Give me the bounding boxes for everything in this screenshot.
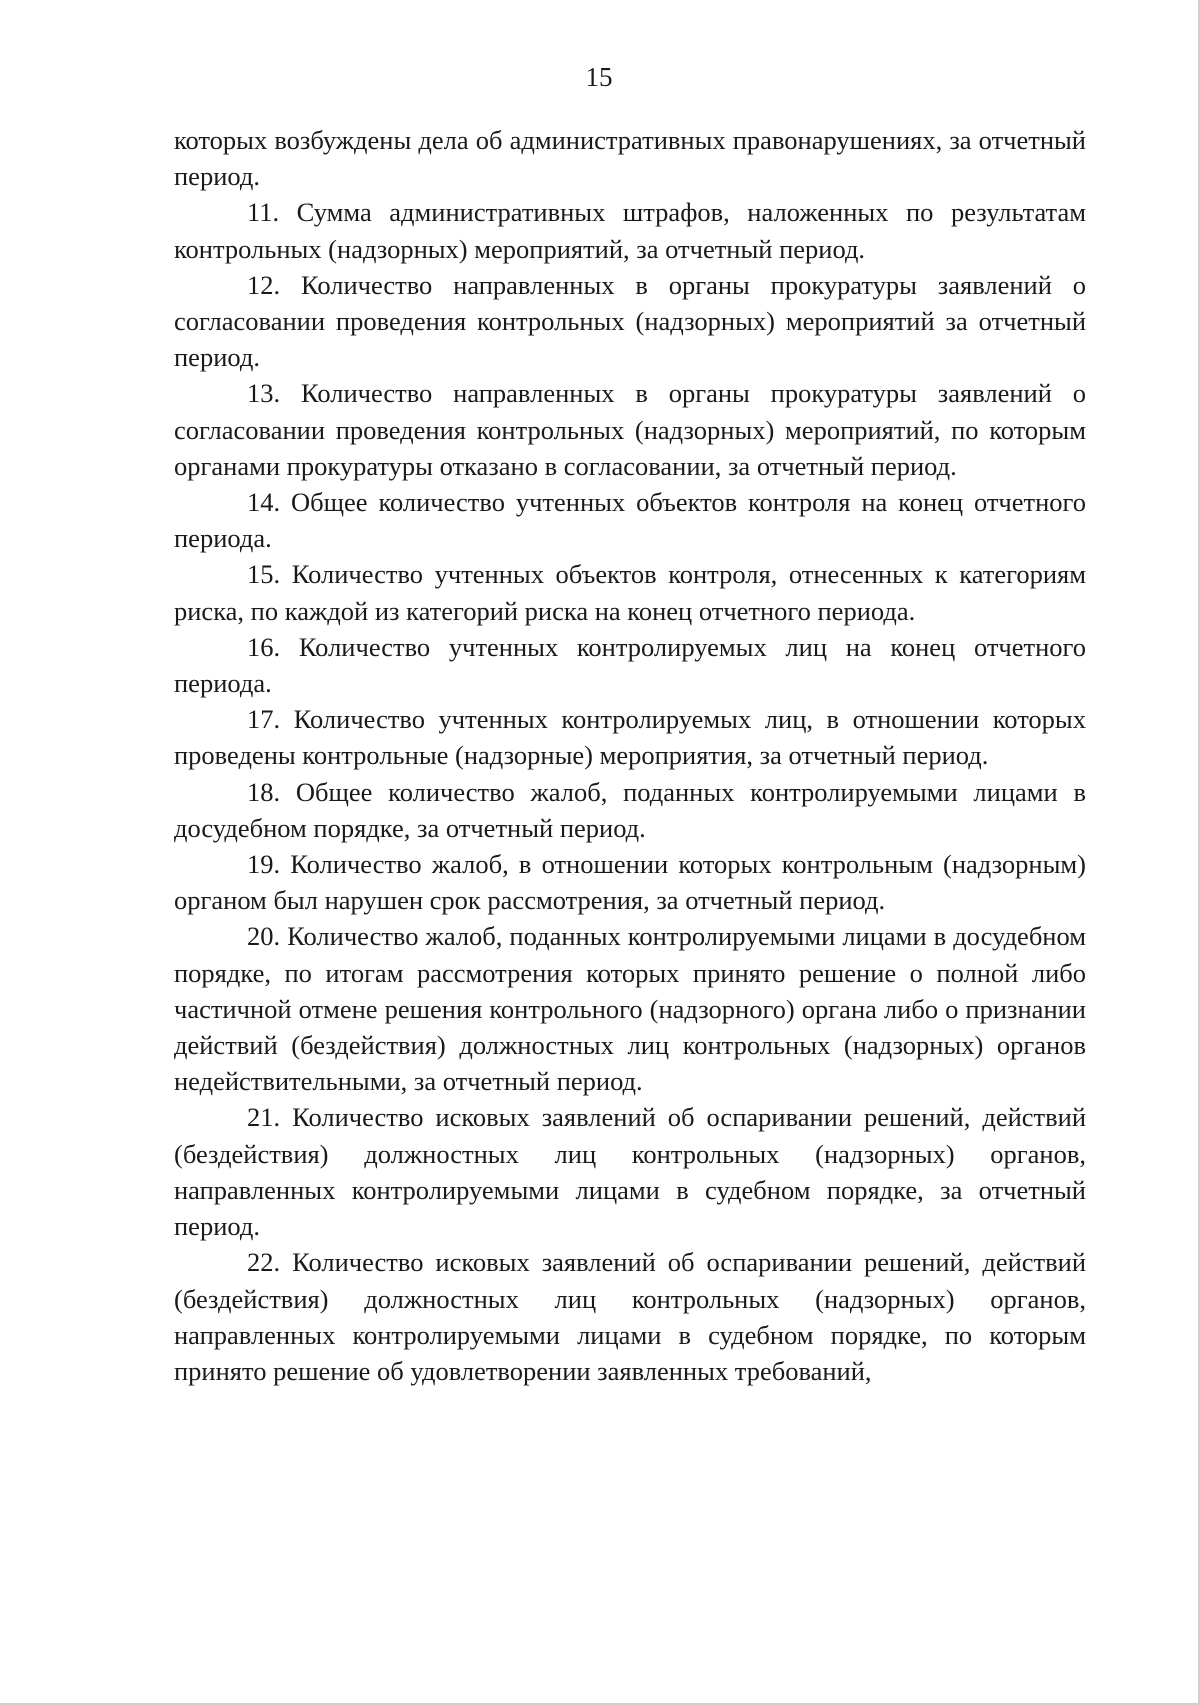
paragraph-item-12: 12. Количество направленных в органы прокуратуры заявлений о согласовании проведения контрольных (надзорных) мероприятий за отчетный период. — [174, 269, 1086, 373]
paragraph-item-21: 21. Количество исковых заявлений об оспаривании решений, действий (бездействия) должностных лиц контрольных (надзорных) органов, направленных контролируемыми лицами в судебном порядке, за отчетный период. — [174, 1102, 1086, 1242]
paragraph-item-13: 13. Количество направленных в органы прокуратуры заявлений о согласовании проведения контрольных (надзорных) мероприятий, по которым органами прокуратуры отказано в согласовании, за отчетный период. — [174, 378, 1086, 481]
paragraph-item-16: 16. Количество учтенных контролируемых лиц на конец отчетного периода. — [174, 631, 1086, 699]
paragraph-item-18: 18. Общее количество жалоб, поданных контролируемыми лицами в досудебном порядке, за отчетный период. — [174, 776, 1086, 843]
document-body — [174, 122, 1086, 1389]
paragraph-item-15: 15. Количество учтенных объектов контроля, отнесенных к категориям риска, по каждой из категорий риска на конец отчетного периода. — [174, 559, 1086, 626]
paragraph-item-22: 22. Количество исковых заявлений об оспаривании решений, действий (бездействия) должностных лиц контрольных (надзорных) органов, направленных контролируемыми лицами в судебном порядке, по которым принято решение об удовлетворении заявленных требований, — [174, 1247, 1086, 1386]
paragraph-item-20: 20. Количество жалоб, поданных контролируемыми лицами в досудебном порядке, по итогам рассмотрения которых принято решение о полной либо частичной отмене решения контрольного (надзорного) органа либо о признании действий (бездействия) должностных лиц контрольных (надзорных) органов недействительными, за отчетный период. — [174, 921, 1086, 1097]
paragraph-item-17: 17. Количество учтенных контролируемых лиц, в отношении которых проведены контрольные (надзорные) мероприятия, за отчетный период. — [174, 704, 1086, 771]
paragraph-item-11: 11. Сумма административных штрафов, наложенных по результатам контрольных (надзорных) мероприятий, за отчетный период. — [174, 197, 1086, 264]
page-number: 15 — [585, 62, 613, 92]
paragraph-item-14: 14. Общее количество учтенных объектов контроля на конец отчетного периода. — [174, 487, 1086, 554]
paragraph-item-19: 19. Количество жалоб, в отношении которых контрольным (надзорным) органом был нарушен срок рассмотрения, за отчетный период. — [174, 849, 1086, 916]
paragraph-continuation: которых возбуждены дела об административных правонарушениях, за отчетный период. — [174, 125, 1086, 192]
